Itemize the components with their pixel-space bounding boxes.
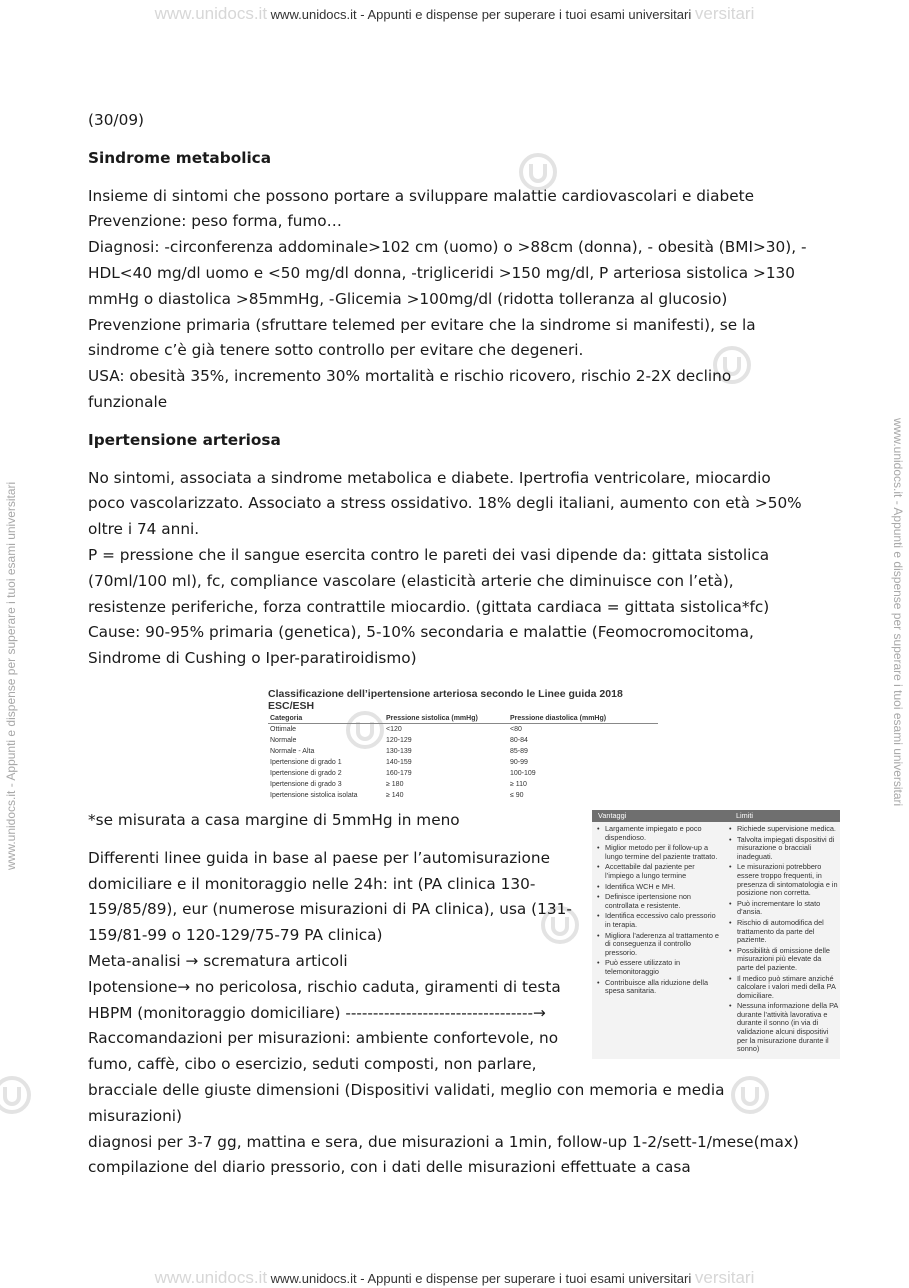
paragraph-line: Ipotensione→ no pericolosa, rischio caduta, giramenti di testa <box>88 977 561 996</box>
paragraph-line: oltre i 74 anni. <box>88 520 200 539</box>
paragraph-line: bracciale delle giuste dimensioni (Dispositivi validati, meglio con memoria e media <box>88 1080 725 1099</box>
paragraph-line: HDL<40 mg/dl uomo e <50 mg/dl donna, -trigliceridi >150 mg/dl, P arteriosa sistolica >130 <box>88 263 796 282</box>
watermark-slogan: Appunti e dispense per superare i tuoi esami universitari <box>367 7 692 22</box>
watermark-ghost-right: versitari <box>694 4 755 23</box>
table-row: Normale - Alta 130-139 85-89 <box>270 748 528 755</box>
paragraph-line: funzionale <box>88 392 168 411</box>
paragraph-line: domiciliare e il monitoraggio nelle 24h: int (PA clinica 130- <box>88 874 536 893</box>
hbpm-table <box>592 810 840 1059</box>
paragraph-line: Differenti linee guida in base al paese per l’automisurazione <box>88 848 551 867</box>
document-body <box>88 108 818 672</box>
heading-sindrome-metabolica: Sindrome metabolica <box>88 148 272 167</box>
list-item: • Definisce ipertensione non controllata e resistente. <box>596 893 720 910</box>
list-item: • Miglior metodo per il follow-up a lungo termine del paziente trattato. <box>596 844 720 861</box>
table-row: Ipertensione sistolica isolata ≥ 140 ≤ 90 <box>270 792 524 799</box>
list-item: • Migliora l’aderenza al trattamento e di conseguenza il controllo pressorio. <box>596 932 720 958</box>
list-item: • Nessuna informazione della PA durante l’attività lavorativa e durante il sonno (in via di validazione alcuni dispositivi per la misurazione durante il sonno) <box>728 1002 838 1054</box>
date-label: (30/09) <box>88 111 145 129</box>
paragraph-line: 159/81-99 o 120-129/75-79 PA clinica) <box>88 926 383 945</box>
paragraph-line: Meta-analisi → scrematura articoli <box>88 951 348 970</box>
paragraph-line: 159/85/89), eur (numerose misurazioni di PA clinica), usa (131- <box>88 900 572 919</box>
paragraph-line: Insieme di sintomi che possono portare a sviluppare malattie cardiovascolari e diabete <box>88 186 755 205</box>
paragraph-line: P = pressione che il sangue esercita contro le pareti dei vasi dipende da: gittata sistolica <box>88 545 770 564</box>
table-row: Normale 120-129 80-84 <box>270 737 528 744</box>
table-row: Ipertensione di grado 1 140-159 90-99 <box>270 759 528 766</box>
limiti-list <box>724 822 840 1059</box>
footer-watermark: www.unidocs.it www.unidocs.it - Appunti e dispense per superare i tuoi esami universitari versitari <box>154 1268 755 1287</box>
unidocs-logo-icon <box>0 1075 32 1115</box>
watermark-ghost-left: www.unidocs.it <box>154 4 268 23</box>
vantaggi-list <box>592 822 724 1059</box>
paragraph-line: fumo, caffè, cibo o esercizio, seduti composti, non parlare, <box>88 1055 537 1074</box>
list-item: • Contribuisce alla riduzione della spesa sanitaria. <box>596 979 720 996</box>
table-row: Ipertensione di grado 2 160-179 100-109 <box>270 770 536 777</box>
table-title: Classificazione dell’ipertensione arteriosa secondo le Linee guida 2018 ESC/ESH <box>268 688 623 712</box>
paragraph-line: diagnosi per 3-7 gg, mattina e sera, due misurazioni a 1min, follow-up 1-2/sett-1/mese(max) <box>88 1132 799 1151</box>
paragraph-line: USA: obesità 35%, incremento 30% mortalità e rischio ricovero, rischio 2-2X declino <box>88 367 732 386</box>
table-row: Ipertensione di grado 3 ≥ 180 ≥ 110 <box>270 781 527 788</box>
paragraph-line: Sindrome di Cushing o Iper-paratiroidismo) <box>88 649 417 668</box>
paragraph-line: Prevenzione: peso forma, fumo… <box>88 212 342 231</box>
paragraph-line: poco vascolarizzato. Associato a stress ossidativo. 18% degli italiani, aumento con età >50% <box>88 494 802 513</box>
paragraph-line: mmHg o diastolica >85mmHg, -Glicemia >100mg/dl (ridotta tolleranza al glucosio) <box>88 289 728 308</box>
list-item: • Identifica WCH e MH. <box>596 883 720 892</box>
list-item: • Accettabile dal paziente per l’impiego a lungo termine <box>596 863 720 880</box>
list-item: • Identifica eccessivo calo pressorio in terapia. <box>596 912 720 929</box>
paragraph-line: sindrome c’è già tenere sotto controllo per evitare che degeneri. <box>88 341 584 360</box>
paragraph-line: compilazione del diario pressorio, con i dati delle misurazioni effettuate a casa <box>88 1158 691 1177</box>
list-item: • Può essere utilizzato in telemonitoraggio <box>596 959 720 976</box>
list-item: • Largamente impiegato e poco dispendioso. <box>596 825 720 842</box>
list-item: • Richiede supervisione medica. <box>728 825 838 834</box>
paragraph-line: misurazioni) <box>88 1106 183 1125</box>
paragraph-line: Prevenzione primaria (sfruttare telemed per evitare che la sindrome si manifesti), se la <box>88 315 756 334</box>
list-item: • Rischio di automodifica del trattamento da parte del paziente. <box>728 919 838 945</box>
paragraph-line: No sintomi, associata a sindrome metabolica e diabete. Ipertrofia ventricolare, miocardio <box>88 468 771 487</box>
paragraph-line: (70ml/100 ml), fc, compliance vascolare (elasticità arterie che diminuisce con l’età), <box>88 571 734 590</box>
side-watermark-left: www.unidocs.it - Appunti e dispense per superare i tuoi esami universitari <box>4 481 18 870</box>
heading-ipertensione-arteriosa: Ipertensione arteriosa <box>88 430 281 449</box>
paragraph-line: resistenze periferiche, forza contrattile miocardio. (gittata cardiaca = gittata sistolica*fc) <box>88 597 770 616</box>
watermark-site: www.unidocs.it <box>270 7 357 22</box>
list-item: • Le misurazioni potrebbero essere troppo frequenti, in presenza di sintomatologia e in posizione non corretta. <box>728 863 838 897</box>
side-watermark-right: www.unidocs.it - Appunti e dispense per superare i tuoi esami universitari <box>891 418 905 807</box>
table-row: Ottimale <120 <80 <box>270 726 522 733</box>
list-item: • Il medico può stimare anziché calcolare i valori medi della PA domiciliare. <box>728 975 838 1001</box>
list-item: • Possibilità di omissione delle misurazioni più elevate da parte del paziente. <box>728 947 838 973</box>
table-header-row: Categoria Pressione sistolica (mmHg) Pressione diastolica (mmHg) <box>268 714 658 724</box>
list-item: • Può incrementare lo stato d’ansia. <box>728 900 838 917</box>
paragraph-line: Raccomandazioni per misurazioni: ambiente confortevole, no <box>88 1029 559 1048</box>
paragraph-line: Diagnosi: -circonferenza addominale>102 cm (uomo) o >88cm (donna), - obesità (BMI>30), - <box>88 238 807 257</box>
paragraph-line: HBPM (monitoraggio domiciliare) ----------------------------------→ <box>88 1003 546 1022</box>
paragraph-line: Cause: 90-95% primaria (genetica), 5-10% secondaria e malattie (Feomocromocitoma, <box>88 623 754 642</box>
paragraph-line: *se misurata a casa margine di 5mmHg in meno <box>88 811 460 829</box>
hbpm-table-header: Vantaggi Limiti <box>592 810 840 822</box>
header-watermark: www.unidocs.it www.unidocs.it - Appunti e dispense per superare i tuoi esami universitari versitari <box>154 4 755 23</box>
list-item: • Talvolta impiegati dispositivi di misurazione o bracciali inadeguati. <box>728 836 838 862</box>
classification-table <box>268 688 658 801</box>
